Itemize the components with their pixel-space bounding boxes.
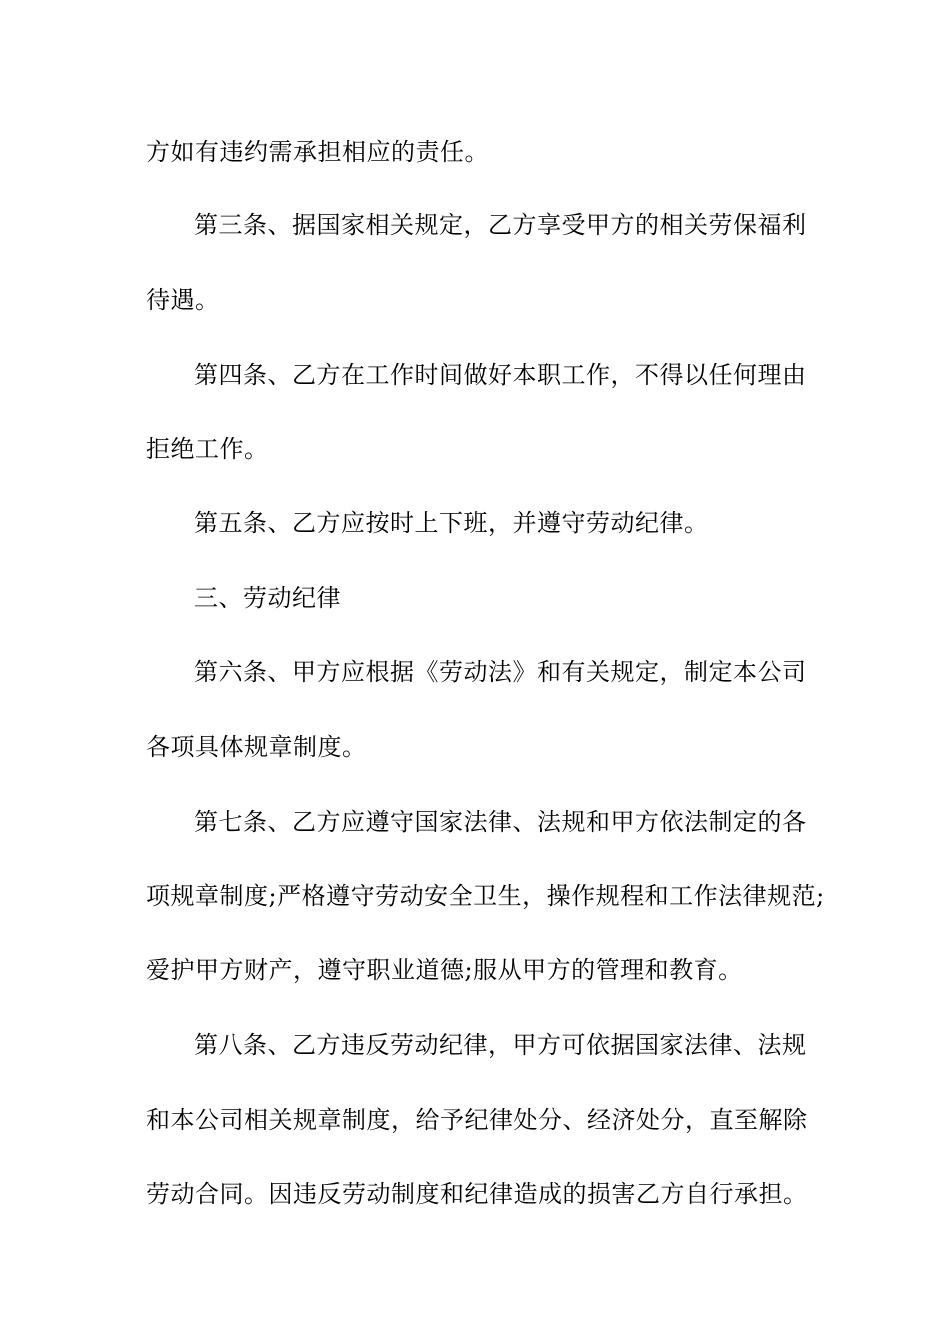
text-line-14: 和本公司相关规章制度，给予纪律处分、经济处分，直至解除 [146, 1106, 808, 1134]
text-line-3: 待遇。 [146, 286, 220, 314]
text-line-10: 第七条、乙方应遵守国家法律、法规和甲方依法制定的各 [194, 808, 807, 836]
text-line-13: 第八条、乙方违反劳动纪律，甲方可依据国家法律、法规 [194, 1031, 807, 1059]
text-line-2: 第三条、据国家相关规定，乙方享受甲方的相关劳保福利 [194, 211, 807, 239]
section-heading: 三、劳动纪律 [194, 584, 341, 612]
text-line-11: 项规章制度;严格遵守劳动安全卫生，操作规程和工作法律规范; [146, 882, 825, 910]
text-line-5: 拒绝工作。 [146, 435, 269, 463]
text-line-8: 第六条、甲方应根据《劳动法》和有关规定，制定本公司 [194, 658, 807, 686]
text-line-9: 各项具体规章制度。 [146, 733, 367, 761]
text-line-6: 第五条、乙方应按时上下班，并遵守劳动纪律。 [194, 509, 709, 537]
text-line-15: 劳动合同。因违反劳动制度和纪律造成的损害乙方自行承担。 [146, 1180, 808, 1208]
text-line-1: 方如有违约需承担相应的责任。 [146, 138, 489, 166]
text-line-12: 爱护甲方财产，遵守职业道德;服从甲方的管理和教育。 [146, 956, 743, 984]
text-line-4: 第四条、乙方在工作时间做好本职工作，不得以任何理由 [194, 361, 807, 389]
